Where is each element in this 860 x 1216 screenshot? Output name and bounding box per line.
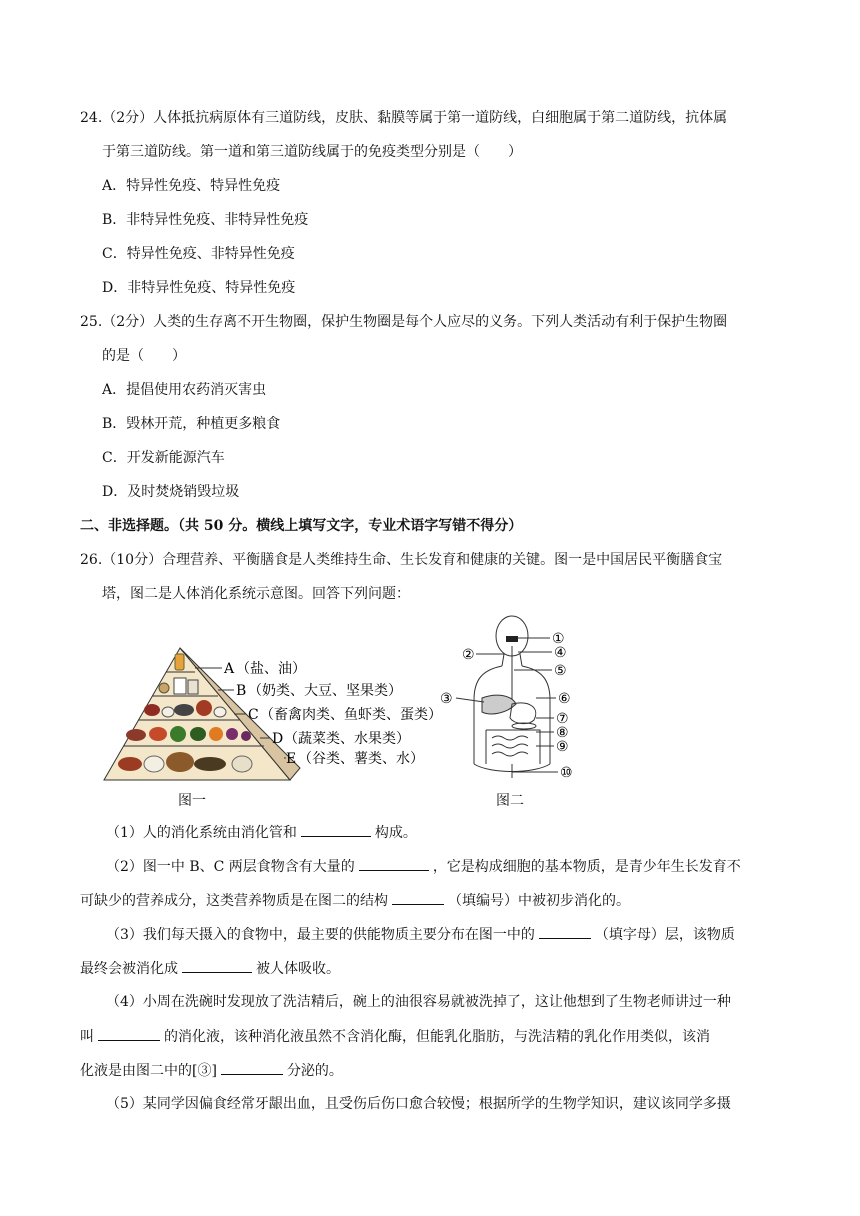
- q26-part2-text-a: （2）图一中 B、C 两层食物含有大量的: [106, 859, 355, 875]
- pyramid-layer-c-letter: C: [248, 707, 259, 723]
- pyramid-layer-b-letter: B: [236, 683, 247, 699]
- digestive-label-2: ②: [462, 647, 475, 663]
- q26-part3-line1: [106, 924, 735, 945]
- q26-part1-text-b: 构成。: [374, 825, 417, 841]
- q24-option-a: A．特异性免疫、特异性免疫: [102, 178, 281, 194]
- q26-part1: [106, 822, 417, 843]
- figure1-caption: 图一: [178, 793, 206, 809]
- q26-part1-text-a: （1）人的消化系统由消化管和: [106, 825, 297, 841]
- q24-option-c: C．特异性免疫、非特异性免疫: [102, 246, 295, 262]
- digestive-system-figure: [440, 614, 600, 786]
- q26-part3-answer-blank-1[interactable]: [539, 924, 591, 939]
- q26-stem-line2: 塔，图二是人体消化系统示意图。回答下列问题：: [102, 586, 410, 602]
- q24-option-b: B．非特异性免疫、非特异性免疫: [102, 212, 309, 228]
- pyramid-layer-d-letter: D: [272, 731, 284, 747]
- q25-stem-line2: 的是（ ）: [102, 348, 186, 364]
- digestive-label-7: ⑦: [556, 711, 569, 727]
- q26-part1-answer-blank[interactable]: [301, 822, 371, 837]
- q26-part3-text-a: （3）我们每天摄入的食物中，最主要的供能物质主要分布在图一中的: [106, 927, 535, 943]
- q26-part4-text-b: 叫: [80, 1029, 94, 1045]
- q26-part3-text-d: 被人体吸收。: [256, 961, 340, 977]
- q25-option-a: A．提倡使用农药消灭害虫: [102, 382, 267, 398]
- digestive-label-5: ⑤: [554, 663, 567, 679]
- q26-part4-answer-blank-1[interactable]: [98, 1026, 160, 1041]
- q26-part2-text-d: （填编号）中被初步消化的。: [448, 893, 630, 909]
- q26-part3-text-c: 最终会被消化成: [80, 961, 178, 977]
- q26-part3-answer-blank-2[interactable]: [182, 958, 252, 973]
- pyramid-layer-c-text: （畜禽肉类、鱼虾类、蛋类）: [260, 707, 442, 723]
- q25-option-b: B．毁林开荒，种植更多粮食: [102, 416, 281, 432]
- digestive-label-4: ④: [554, 645, 567, 661]
- q25-option-c: C．开发新能源汽车: [102, 450, 225, 466]
- figure2-caption: 图二: [496, 793, 524, 809]
- q26-part3-line2: [80, 958, 340, 979]
- q26-part2-line1: [106, 856, 741, 877]
- q26-part2-answer-blank-1[interactable]: [359, 856, 429, 871]
- q26-part4-line1: （4）小周在洗碗时发现放了洗洁精后，碗上的油很容易就被洗掉了，这让他想到了生物老师讲过一种: [106, 994, 731, 1010]
- pyramid-layer-b-text: （奶类、大豆、坚果类）: [248, 683, 402, 699]
- q26-part2-line2: [80, 890, 630, 911]
- oil-bottle-icon: [175, 654, 184, 670]
- q24-option-d: D．非特异性免疫、特异性免疫: [102, 280, 296, 296]
- section-heading: 二、非选择题。（共 50 分。横线上填写文字，专业术语字写错不得分）: [80, 518, 523, 534]
- pyramid-layer-a-letter: A: [224, 661, 235, 677]
- q26-part4-line3: [80, 1060, 343, 1081]
- q26-part2-text-b: ，它是构成细胞的基本物质，是青少年生长发育不: [432, 859, 741, 875]
- digestive-label-6: ⑥: [558, 691, 571, 707]
- pyramid-layer-a-text: （盐、油）: [236, 661, 306, 677]
- q26-part2-answer-blank-2[interactable]: [392, 890, 444, 905]
- q26-part4-line2: [80, 1026, 710, 1047]
- digestive-label-9: ⑨: [556, 739, 569, 755]
- q25-stem-line1: 25.（2分）人类的生存离不开生物圈，保护生物圈是每个人应尽的义务。下列人类活动有利于保护生物圈: [80, 314, 728, 330]
- q26-part4-answer-blank-2[interactable]: [221, 1060, 283, 1075]
- pyramid-layer-d-text: （蔬菜类、水果类）: [284, 731, 410, 747]
- pyramid-layer-e-text: （谷类、薯类、水）: [298, 751, 424, 767]
- q26-part4-text-c: 的消化液，该种消化液虽然不含消化酶，但能乳化脂肪，与洗洁精的乳化作用类似，该消: [164, 1029, 710, 1045]
- q25-option-d: D．及时焚烧销毁垃圾: [102, 484, 240, 500]
- q24-stem-line1: 24.（2分）人体抵抗病原体有三道防线，皮肤、黏膜等属于第一道防线，白细胞属于第二道防线，抗体属: [80, 110, 728, 126]
- digestive-label-3: ③: [440, 691, 453, 707]
- digestive-label-8: ⑧: [556, 725, 569, 741]
- q26-part3-text-b: （填字母）层，该物质: [594, 927, 735, 943]
- q26-part2-text-c: 可缺少的营养成分，这类营养物质是在图二的结构: [80, 893, 388, 909]
- q24-stem-line2: 于第三道防线。第一道和第三道防线属于的免疫类型分别是（ ）: [102, 144, 522, 160]
- digestive-label-1: ①: [552, 631, 565, 647]
- q26-part4-text-d: 化液是由图二中的[③]: [80, 1063, 217, 1079]
- digestive-label-10: ⑩: [560, 765, 573, 781]
- food-pyramid-figure: [100, 640, 450, 790]
- q26-part5-line1: （5）某同学因偏食经常牙龈出血，且受伤后伤口愈合较慢；根据所学的生物学知识，建议该同学多摄: [106, 1096, 731, 1112]
- pyramid-layer-e-letter: E: [286, 751, 297, 767]
- q26-stem-line1: 26.（10分）合理营养、平衡膳食是人类维持生命、生长发育和健康的关键。图一是中国居民平衡膳食宝: [80, 552, 723, 568]
- q26-part4-text-e: 分泌的。: [286, 1063, 343, 1079]
